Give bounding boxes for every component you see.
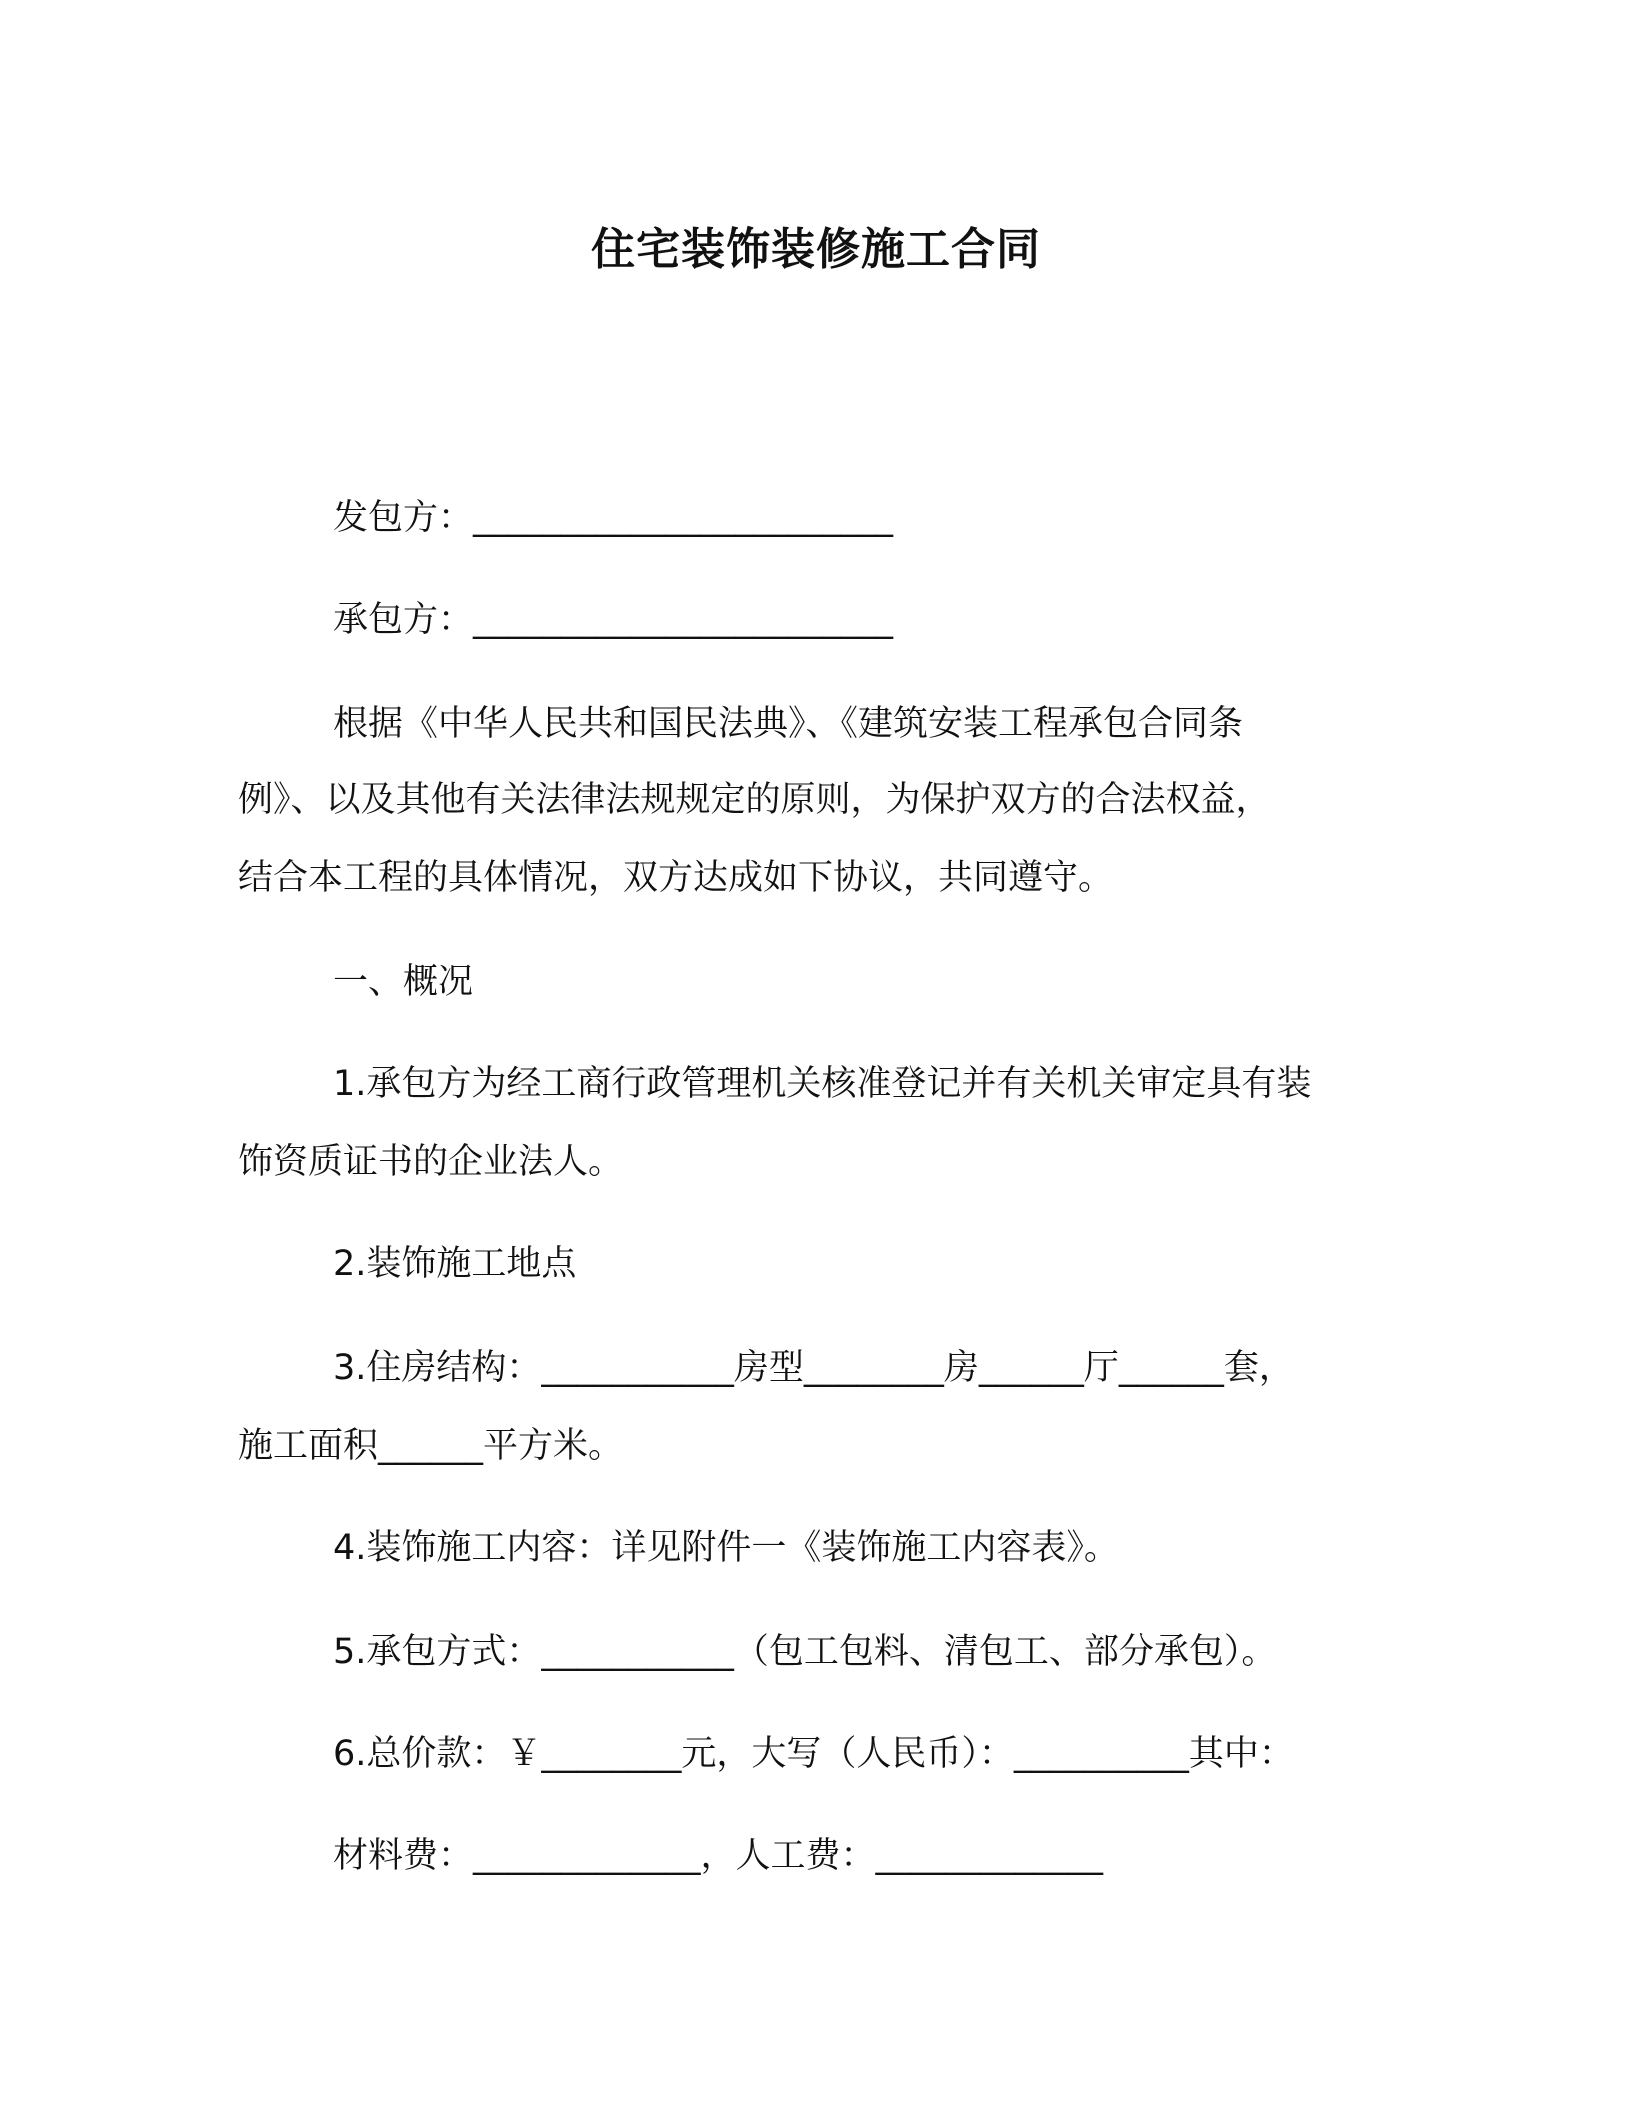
clause-4: 4.装饰施工内容：详见附件一《装饰施工内容表》。 — [333, 1528, 1119, 1568]
clause-6: 6.总价款：￥________元，大写（人民币）：__________其中： — [333, 1734, 1294, 1774]
party-a-line: 发包方：________________________ — [333, 498, 894, 538]
clause-1-line-2: 饰资质证书的企业法人。 — [238, 1142, 624, 1182]
preamble-line-3: 结合本工程的具体情况，双方达成如下协议，共同遵守。 — [238, 858, 1114, 898]
clause-2: 2.装饰施工地点 — [333, 1244, 577, 1284]
clause-3-line-1: 3.住房结构：___________房型________房______厅______套， — [333, 1348, 1294, 1388]
preamble-line-1: 根据《中华人民共和国民法典》、《建筑安装工程承包合同条 — [333, 704, 1244, 744]
preamble-line-2: 例》、以及其他有关法律法规规定的原则，为保护双方的合法权益， — [238, 780, 1271, 820]
clause-5: 5.承包方式：___________（包工包料、清包工、部分承包）。 — [333, 1632, 1277, 1672]
clause-3-line-2: 施工面积______平方米。 — [238, 1426, 624, 1466]
clause-1-line-1: 1.承包方为经工商行政管理机关核准登记并有关机关审定具有装 — [333, 1064, 1312, 1104]
party-b-line: 承包方：________________________ — [333, 600, 894, 640]
clause-6-fees: 材料费：_____________，人工费：_____________ — [333, 1836, 1104, 1876]
section-heading-overview: 一、概况 — [333, 962, 474, 1002]
document-title: 住宅装饰装修施工合同 — [591, 224, 1041, 275]
